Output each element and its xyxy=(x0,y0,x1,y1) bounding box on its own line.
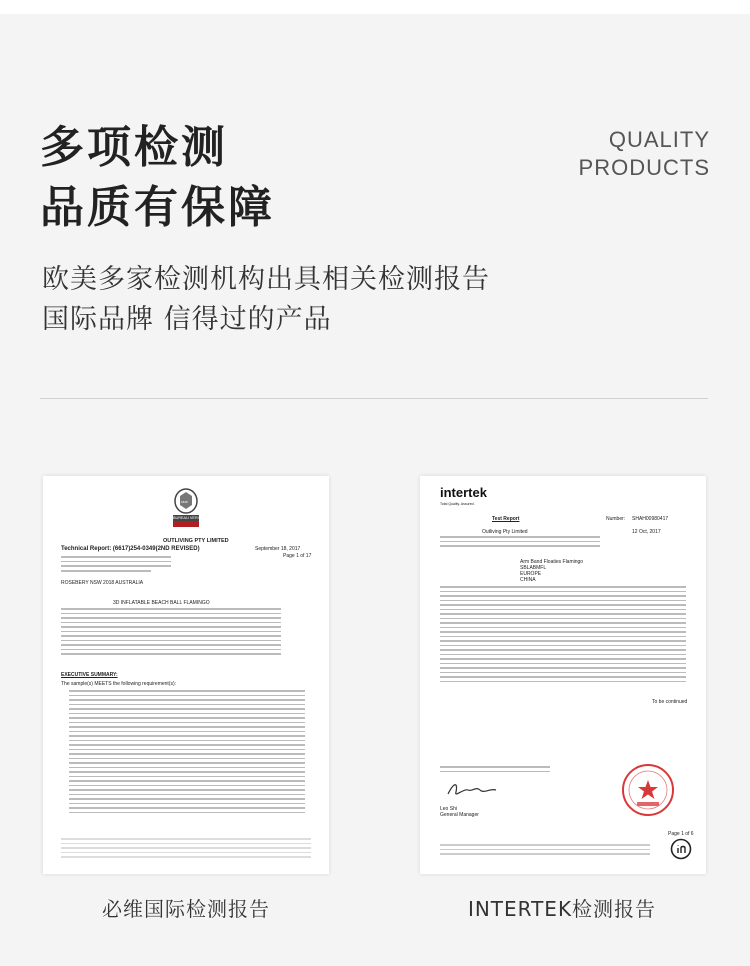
bv-page: Page 1 of 17 xyxy=(283,553,312,559)
bv-address: ROSEBERY NSW 2018 AUSTRALIA xyxy=(61,580,144,586)
quality-products-label xyxy=(579,126,710,182)
intertek-signer: Leo Shi xyxy=(440,806,457,812)
intertek-exported: EUROPE xyxy=(520,571,542,577)
intertek-tagline: Total Quality. Assured. xyxy=(440,502,475,506)
intertek-item-no: SBLABMFL xyxy=(520,565,547,571)
intertek-applicant: Outliving Pty Limited xyxy=(482,529,528,535)
bv-requirements-block xyxy=(69,690,305,816)
intertek-number: SHAH00980417 xyxy=(632,516,669,522)
headline-line1: 多项检测 xyxy=(40,122,228,173)
bv-sample: 3D INFLATABLE BEACH BALL FLAMINGO xyxy=(113,600,210,606)
subtitle-line2: 国际品牌 信得过的产品 xyxy=(42,304,332,335)
products-text: PRODUCTS xyxy=(578,155,710,180)
intertek-logo: intertek xyxy=(440,485,487,500)
quality-text: QUALITY xyxy=(608,127,710,152)
bureau-veritas-logo-icon xyxy=(171,488,201,528)
intertek-address-block xyxy=(440,536,600,550)
intertek-origin: CHINA xyxy=(520,577,536,583)
intertek-date: 12 Oct, 2017 xyxy=(632,529,661,535)
official-seal-icon xyxy=(620,762,676,818)
intertek-continued: To be continued xyxy=(652,699,688,705)
caption-bureau-veritas: 必维国际检测报告 xyxy=(102,897,270,921)
intertek-authorized-block xyxy=(440,766,550,775)
bureau-veritas-report-image xyxy=(43,476,329,874)
bv-section-title: EXECUTIVE SUMMARY: xyxy=(61,672,118,678)
intertek-page: Page 1 of 6 xyxy=(668,831,694,837)
bv-year-text: 1828 xyxy=(181,500,188,504)
intertek-badge-icon xyxy=(670,838,692,860)
bv-text-block-1 xyxy=(61,556,171,570)
intertek-signer-title: General Manager xyxy=(440,812,479,818)
bv-table-block xyxy=(61,608,281,658)
bv-company: OUTLIVING PTY LIMITED xyxy=(163,538,229,544)
top-strip xyxy=(0,0,750,14)
bv-brand-text: BUREAU VERITAS xyxy=(173,516,206,520)
bv-footer-block xyxy=(61,838,311,861)
intertek-footer-block xyxy=(440,844,650,858)
bv-text-block-2 xyxy=(61,570,151,575)
bv-report-no: Technical Report: (6617)254-0349(2ND REVISED) xyxy=(61,546,200,552)
signature-icon xyxy=(446,780,506,800)
intertek-item: Arm Band Floaties Flamingo xyxy=(520,559,584,565)
intertek-conclusion-block xyxy=(440,586,686,685)
subtitle-line1: 欧美多家检测机构出具相关检测报告 xyxy=(42,264,490,295)
intertek-report-image xyxy=(420,476,706,874)
section-divider xyxy=(40,398,708,399)
bv-meets-text: The sample(s) MEETS the following requirement(s): xyxy=(61,681,177,687)
headline-line2: 品质有保障 xyxy=(40,182,275,233)
caption-intertek: INTERTEK检测报告 xyxy=(467,897,657,921)
bv-date: September 18, 2017 xyxy=(255,546,301,552)
intertek-title: Test Report xyxy=(492,516,520,522)
intertek-number-label: Number: xyxy=(606,516,626,522)
